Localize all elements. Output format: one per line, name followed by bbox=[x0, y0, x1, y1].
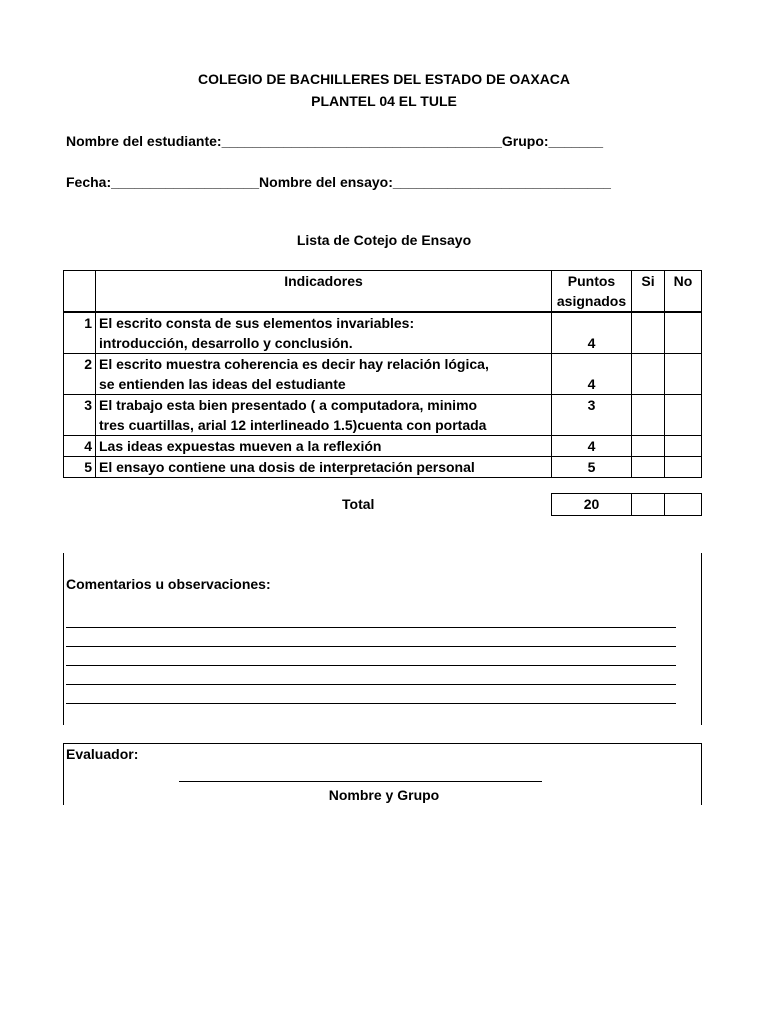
table-row bbox=[64, 436, 702, 457]
no-header: No bbox=[665, 271, 702, 313]
evaluator-label: Evaluador: bbox=[66, 746, 139, 762]
table-row bbox=[64, 354, 702, 395]
indicator-text: Las ideas expuestas mueven a la reflexión bbox=[96, 436, 552, 457]
table-row bbox=[64, 457, 702, 478]
row-number: 2 bbox=[64, 354, 96, 395]
signature-caption: Nombre y Grupo bbox=[328, 787, 440, 803]
indicator-text bbox=[96, 395, 552, 436]
row-points: 4 bbox=[552, 354, 632, 395]
date-essay-field[interactable]: Fecha:___________________Nombre del ensayo:____________________________ bbox=[66, 174, 611, 190]
comments-right-border bbox=[701, 553, 702, 725]
yes-check-cell[interactable] bbox=[632, 312, 665, 354]
points-header bbox=[552, 271, 632, 313]
indicator-line: El escrito consta de sus elementos invariables: bbox=[99, 315, 415, 331]
indicator-line: El escrito muestra coherencia es decir hay relación lógica, bbox=[99, 356, 489, 372]
total-label: Total bbox=[342, 496, 375, 512]
total-value: 20 bbox=[552, 494, 632, 516]
row-number: 5 bbox=[64, 457, 96, 478]
no-check-cell[interactable] bbox=[665, 312, 702, 354]
total-table bbox=[551, 493, 702, 516]
indicator-line: introducción, desarrollo y conclusión. bbox=[99, 335, 353, 351]
no-check-cell[interactable] bbox=[665, 436, 702, 457]
list-title: Lista de Cotejo de Ensayo bbox=[296, 232, 472, 248]
indicators-header: Indicadores bbox=[96, 271, 552, 313]
indicator-text: El ensayo contiene una dosis de interpretación personal bbox=[96, 457, 552, 478]
points-header-line1: Puntos bbox=[567, 273, 616, 289]
comments-left-border bbox=[63, 553, 64, 725]
comments-label: Comentarios u observaciones: bbox=[66, 576, 271, 592]
table-row bbox=[64, 312, 702, 354]
row-number: 4 bbox=[64, 436, 96, 457]
comment-line[interactable] bbox=[66, 627, 676, 628]
yes-header: Si bbox=[632, 271, 665, 313]
yes-check-cell[interactable] bbox=[632, 436, 665, 457]
indicator-line: se entienden las ideas del estudiante bbox=[99, 376, 346, 392]
checklist-table bbox=[63, 270, 702, 478]
total-yes-cell bbox=[632, 494, 665, 516]
row-number: 3 bbox=[64, 395, 96, 436]
indicator-line: tres cuartillas, arial 12 interlineado 1.5)cuenta con portada bbox=[99, 417, 487, 433]
indicator-text bbox=[96, 312, 552, 354]
school-name: COLEGIO DE BACHILLERES DEL ESTADO DE OAXACA bbox=[197, 71, 571, 87]
comment-line[interactable] bbox=[66, 684, 676, 685]
total-no-cell bbox=[665, 494, 702, 516]
indicator-text bbox=[96, 354, 552, 395]
table-row bbox=[64, 395, 702, 436]
student-name-field[interactable]: Nombre del estudiante:____________________________________Grupo:_______ bbox=[66, 133, 604, 149]
no-check-cell[interactable] bbox=[665, 457, 702, 478]
yes-check-cell[interactable] bbox=[632, 354, 665, 395]
row-points: 4 bbox=[552, 436, 632, 457]
row-points: 3 bbox=[552, 395, 632, 436]
comment-line[interactable] bbox=[66, 646, 676, 647]
no-check-cell[interactable] bbox=[665, 395, 702, 436]
row-points: 4 bbox=[552, 312, 632, 354]
campus-name: PLANTEL 04 EL TULE bbox=[311, 93, 457, 109]
header-row bbox=[64, 271, 702, 313]
no-check-cell[interactable] bbox=[665, 354, 702, 395]
comment-line[interactable] bbox=[66, 665, 676, 666]
row-number: 1 bbox=[64, 312, 96, 354]
points-header-line2: asignados bbox=[556, 293, 627, 309]
header-num-cell bbox=[64, 271, 96, 313]
yes-check-cell[interactable] bbox=[632, 457, 665, 478]
indicator-line: El trabajo esta bien presentado ( a computadora, minimo bbox=[99, 397, 478, 413]
evaluator-top-border bbox=[63, 743, 702, 744]
yes-check-cell[interactable] bbox=[632, 395, 665, 436]
signature-line[interactable] bbox=[179, 781, 542, 782]
comment-line[interactable] bbox=[66, 703, 676, 704]
row-points: 5 bbox=[552, 457, 632, 478]
